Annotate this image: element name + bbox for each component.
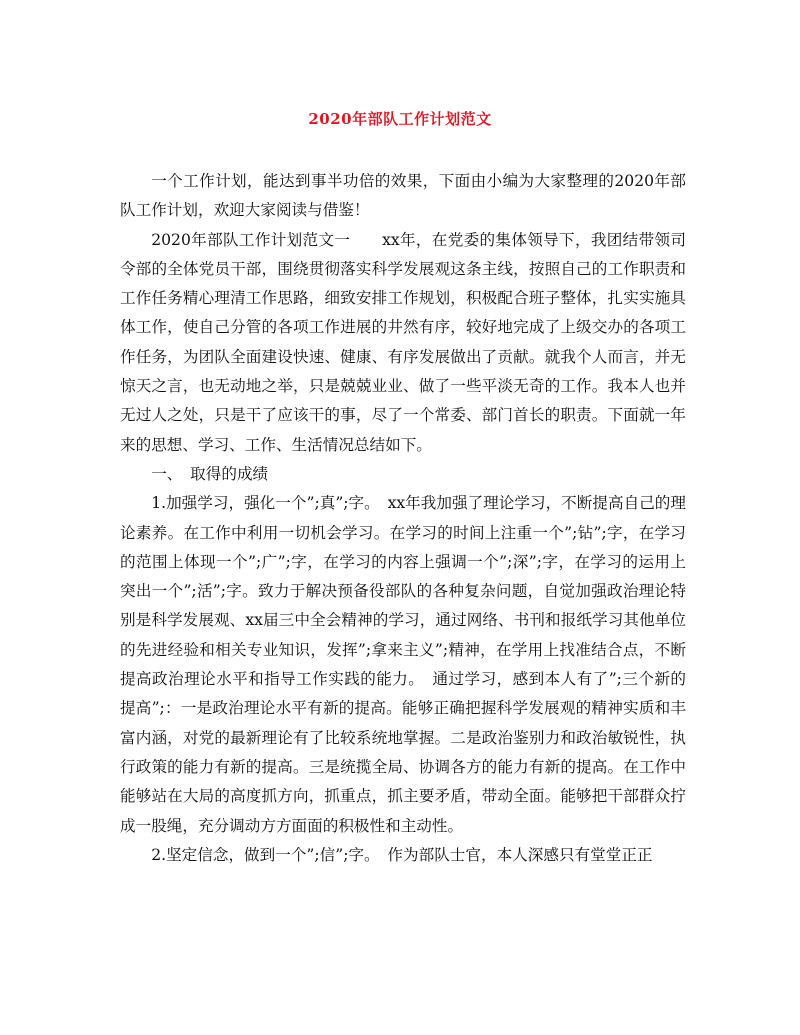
section-heading-achievements: 一、 取得的成绩: [151, 464, 269, 483]
paragraph-intro: 一个工作计划，能达到事半功倍的效果，下面由小编为大家整理的2020年部队工作计划，欢迎大家阅读与借鉴！: [120, 172, 686, 220]
paragraph-strengthen-study: 1.加强学习，强化一个”;真”;字。 xx年我加强了理论学习，不断提高自己的理论素养。在工作中利用一切机会学习。在学习的时间上注重一个”;钻”;字，在学习的范围上体现一个”;广”;字，在学习的内容上强调一个”;深”;字，在学习的运用上突出一个”;活”;字。致力于解决预备役部队的各种复杂问题，自觉加强政治理论特别是科学发展观、xx届三中全会精神的学习，通过网络、书刊和报纸学习其他单位的先进经验和相关专业知识，发挥”;拿来主义”;精神，在学用上找准结合点，不断提高政治理论水平和指导工作实践的能力。 通过学习，感到本人有了”;三个新的提高”;：一是政治理论水平有新的提高。能够正确把握科学发展观的精神实质和丰富内涵，对党的最新理论有了比较系统地掌握。二是政治鉴别力和政治敏锐性，执行政策的能力有新的提高。三是统揽全局、协调各方的能力有新的提高。在工作中能够站在大局的高度抓方向，抓重点，抓主要矛盾，带动全面。能够把干部群众拧成一股绳，充分调动方方面面的积极性和主动性。: [120, 494, 686, 835]
paragraph-firm-belief: 2.坚定信念，做到一个”;信”;字。 作为部队士官，本人深感只有堂堂正正: [151, 845, 653, 864]
paragraph-plan-one: 2020年部队工作计划范文一 xx年，在党委的集体领导下，我团结带领司令部的全体党员干部，围绕贯彻落实科学发展观这条主线，按照自己的工作职责和工作任务精心理清工作思路，细致安排工作规划，积极配合班子整体，扎实实施具体工作，使自己分管的各项工作进展的井然有序，较好地完成了上级交办的各项工作任务，为团队全面建设快速、健康、有序发展做出了贡献。就我个人而言，并无惊天之言，也无动地之举，只是兢兢业业、做了一些平淡无奇的工作。我本人也并无过人之处，只是干了应该干的事，尽了一个常委、部门首长的职责。下面就一年来的思想、学习、工作、生活情况总结如下。: [120, 230, 686, 454]
document-body: [120, 167, 686, 870]
document-title: 2020年部队工作计划范文: [308, 110, 492, 128]
